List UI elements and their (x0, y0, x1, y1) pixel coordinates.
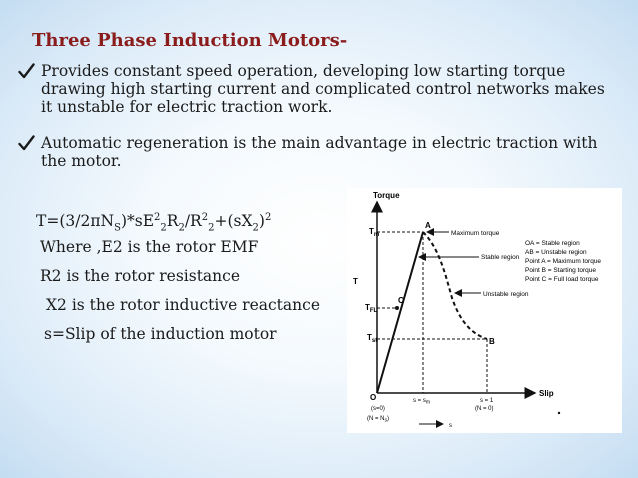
axis-label-t: T (353, 277, 358, 286)
figure-dot (558, 412, 560, 414)
slide-title: Three Phase Induction Motors- (32, 30, 348, 51)
label-tst: $T_{st}$ (367, 333, 378, 344)
legend-item: Point C = Full load torque (525, 276, 599, 283)
stable-curve (377, 232, 423, 393)
definition-e2: Where ,E2 is the rotor EMF (40, 238, 259, 256)
label-tfl: $T_{FL}$ (365, 303, 378, 314)
unstable-label: Unstable region (483, 291, 529, 298)
point-c-marker (395, 306, 399, 310)
axis-label-slip: Slip (539, 389, 554, 398)
legend-item: AB = Unstable region (525, 249, 587, 256)
max-torque-label: Maximum torque (451, 230, 500, 237)
definition-x2: X2 is the rotor inductive reactance (46, 296, 320, 314)
checkmark-icon (18, 134, 35, 152)
tick-sm: $s = s_m$ (413, 398, 431, 406)
definition-r2: R2 is the rotor resistance (40, 267, 241, 285)
unstable-curve (423, 232, 487, 339)
bullet-item (18, 62, 611, 116)
checkmark-icon (18, 62, 35, 80)
torque-formula: $T=(3/2\pi N_S)*sE^2_2R_2/R^2_2+(sX_2)^2$ (36, 212, 272, 234)
label-tm: $T_m$ (369, 227, 380, 238)
torque-slip-diagram (347, 188, 622, 433)
bullet-item (18, 134, 611, 170)
point-b: B (489, 337, 495, 346)
legend-item: OA = Stable region (525, 240, 580, 247)
label-n0: (N = 0) (475, 406, 494, 412)
label-s0: (s=0) (371, 406, 385, 412)
bullet-text: Provides constant speed operation, developing low starting torque drawing high starting current and complicated control networks makes it unstable for electric traction work. (41, 62, 605, 116)
torque-slip-figure (347, 188, 622, 433)
point-c: C (398, 296, 404, 305)
s-arrow-label: s (449, 423, 452, 429)
stable-label: Stable region (481, 254, 520, 261)
point-a: A (425, 221, 431, 230)
legend-item: Point A = Maximum torque (525, 258, 602, 265)
bullet-text: Automatic regeneration is the main advantage in electric traction with the motor. (41, 134, 598, 170)
origin-label: O (370, 393, 377, 402)
label-n-ns: $(N = N_s)$ (367, 416, 390, 424)
formula-block (36, 207, 320, 352)
legend (525, 240, 601, 283)
tick-s1: s = 1 (480, 398, 494, 404)
axis-label-torque: Torque (373, 191, 400, 200)
definition-slip: s=Slip of the induction motor (44, 325, 277, 343)
legend-item: Point B = Starting torque (525, 267, 597, 274)
